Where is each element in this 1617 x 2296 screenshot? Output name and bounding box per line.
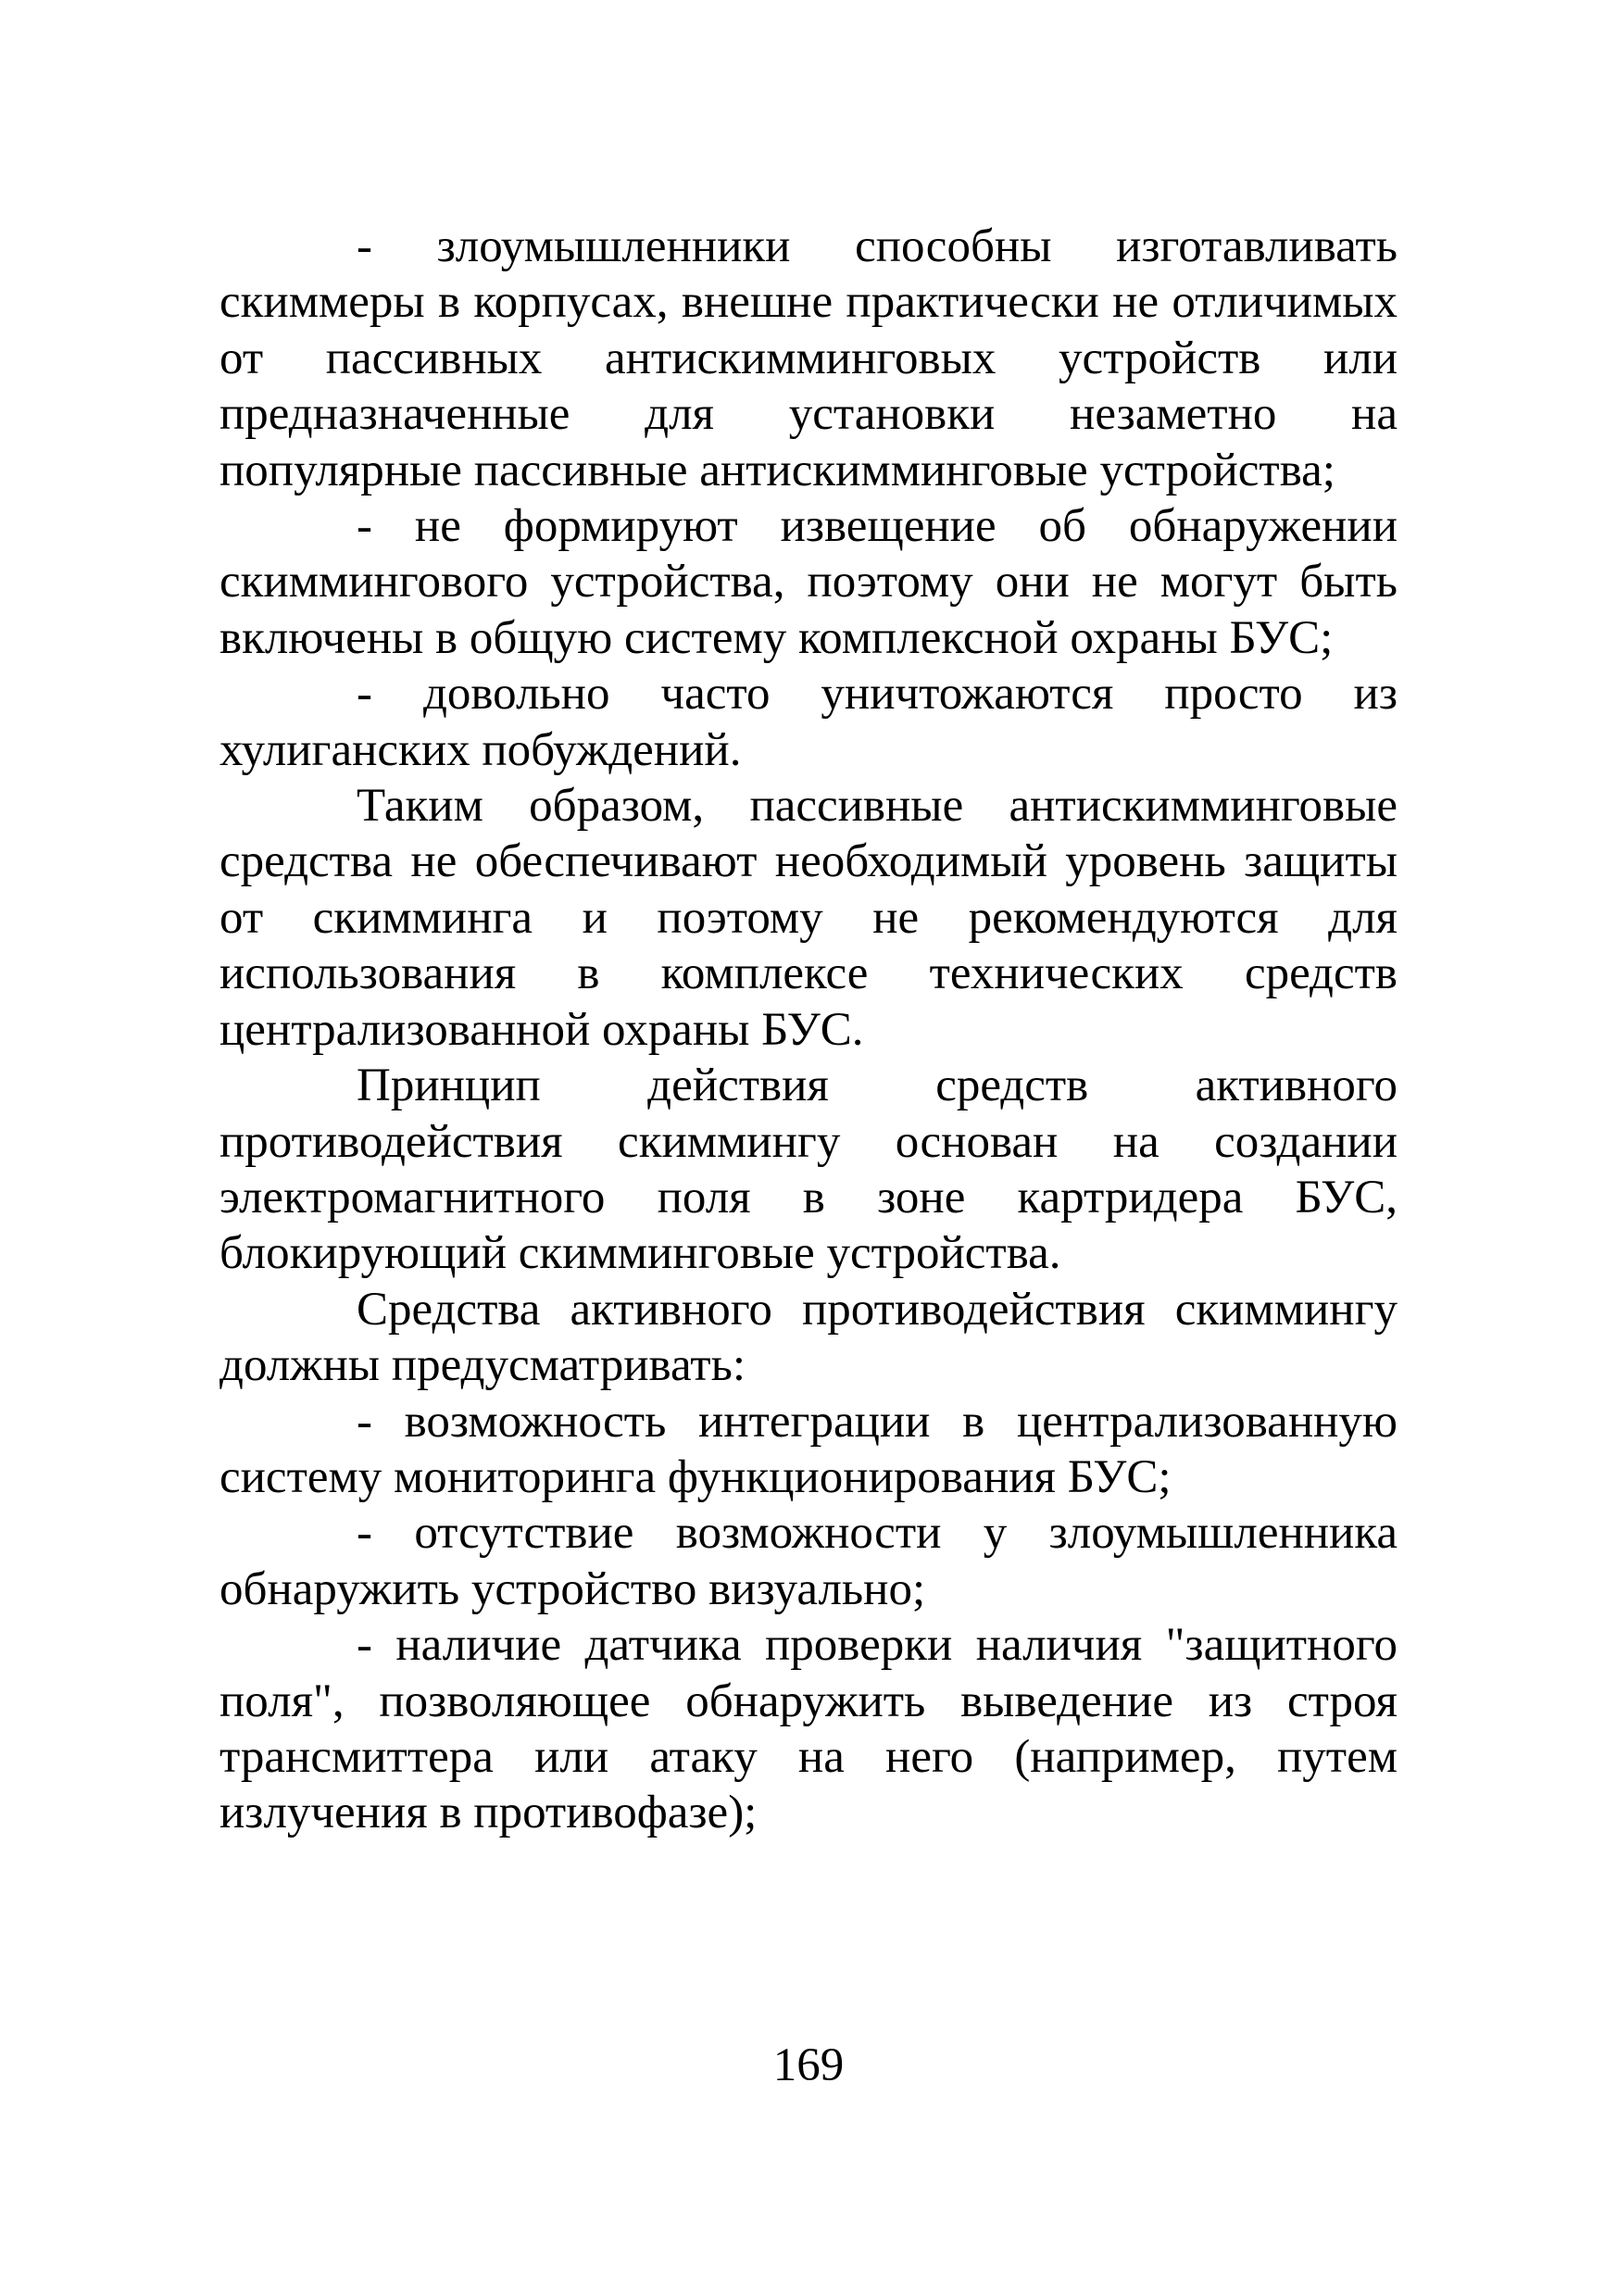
paragraph-requirements-intro: Средства активного противодействия скиммингу должны предусматривать: <box>219 1283 1398 1392</box>
body-text <box>219 219 1398 1841</box>
paragraph-conclusion: Таким образом, пассивные антискимминговые средства не обеспечивают необходимый уровень защиты от скимминга и поэтому не рекомендуются для использования в комплексе технических средств централизованной охраны БУС. <box>219 780 1398 1056</box>
list-item-field-sensor: - наличие датчика проверки наличия "защитного поля", позволяющее обнаружить выведение из строя трансмиттера или атаку на него (например, путем излучения в противофазе); <box>219 1619 1398 1839</box>
list-item-integration: - возможность интеграции в централизованную систему мониторинга функционирования БУС; <box>219 1395 1398 1503</box>
list-item-no-alarm: - не формируют извещение об обнаружении скиммингового устройства, поэтому они не могут быть включены в общую систему комплексной охраны БУС; <box>219 500 1398 664</box>
list-item-vandalism: - довольно часто уничтожаются просто из хулиганских побуждений. <box>219 668 1398 776</box>
list-item-skimmer-disguise: - злоумышленники способны изготавливать скиммеры в корпусах, внешне практически не отличимых от пассивных антискимминговых устройств или предназначенные для установки незаметно на популярные пассивные антискимминговые устройства; <box>219 220 1398 496</box>
page-number: 169 <box>772 2039 845 2091</box>
list-item-invisibility: - отсутствие возможности у злоумышленника обнаружить устройство визуально; <box>219 1507 1398 1615</box>
paragraph-active-principle: Принцип действия средств активного противодействия скиммингу основан на создании электромагнитного поля в зоне картридера БУС, блокирующий скимминговые устройства. <box>219 1060 1398 1280</box>
